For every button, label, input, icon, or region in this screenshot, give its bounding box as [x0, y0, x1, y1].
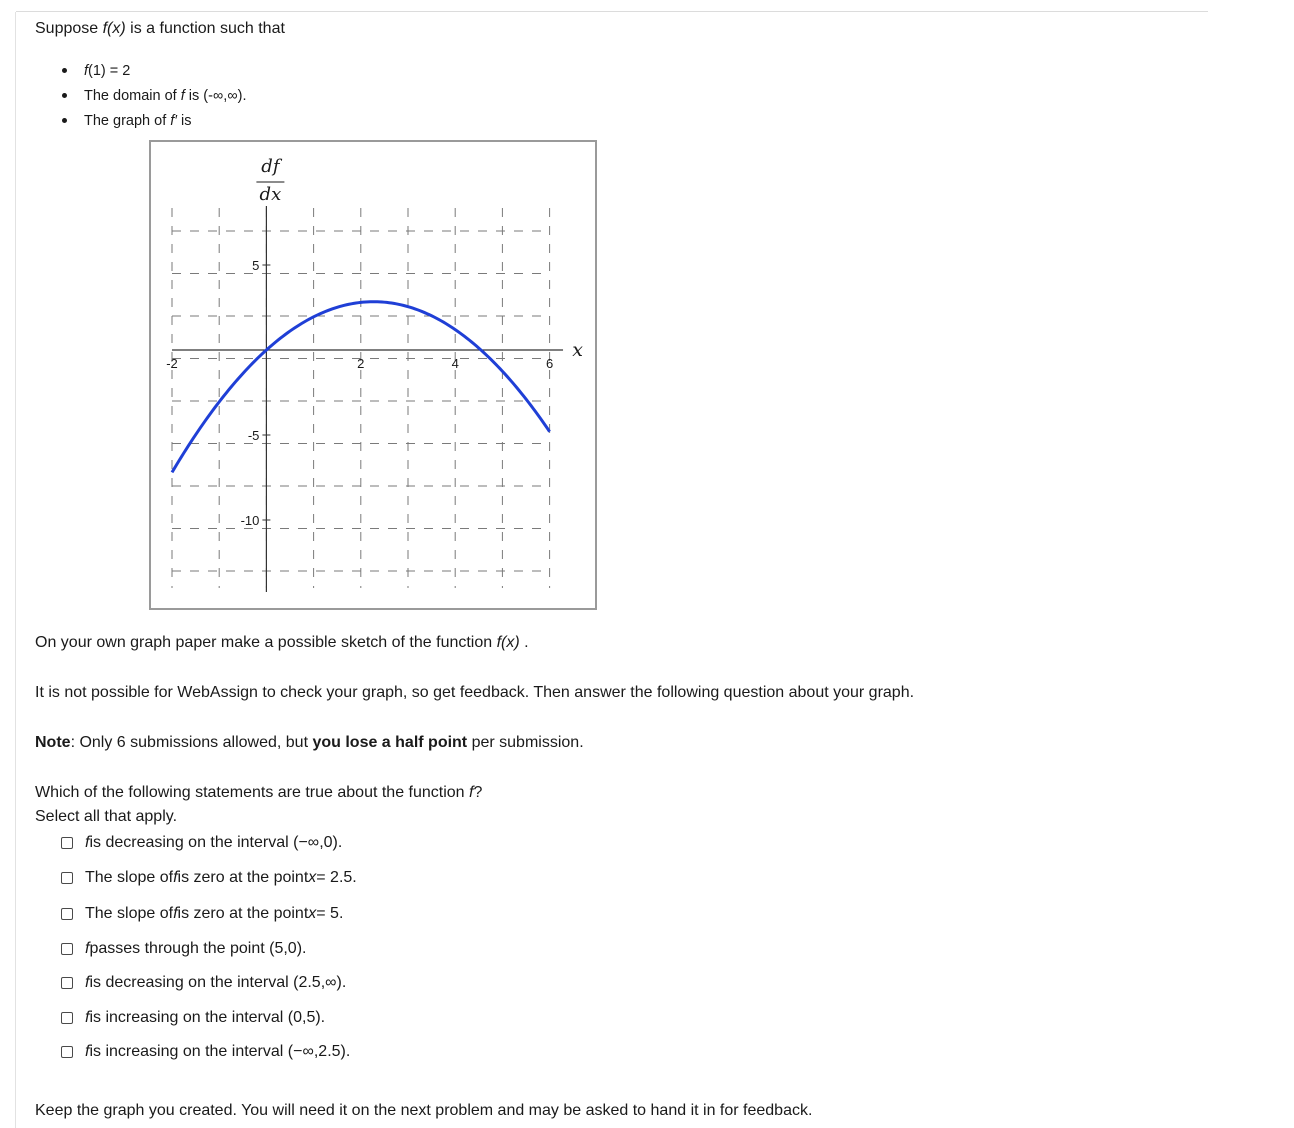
choice-6[interactable]: f is increasing on the interval (0,5).	[61, 1009, 325, 1027]
choice-3[interactable]: The slope of f is zero at the point x = 5.	[61, 905, 343, 923]
feedback-instruction: It is not possible for WebAssign to check your graph, so get feedback. Then answer the following question about your graph.	[35, 684, 915, 701]
x-tick-label: 4	[451, 356, 459, 371]
checkbox[interactable]	[61, 908, 73, 920]
y-tick-label: 5	[252, 258, 260, 273]
submission-note: Note: Only 6 submissions allowed, but you lose a half point per submission.	[35, 734, 584, 751]
y-tick-label: -10	[240, 513, 260, 528]
fact-item: f(1) = 2	[60, 60, 247, 85]
top-divider	[16, 11, 1208, 12]
y-tick-label: -5	[247, 428, 260, 443]
checkbox[interactable]	[61, 872, 73, 884]
x-tick-label: -2	[166, 356, 178, 371]
y-axis-label-numerator: df	[261, 156, 280, 177]
x-axis-label: x	[572, 339, 583, 361]
choice-7[interactable]: f is increasing on the interval (−∞,2.5).	[61, 1043, 350, 1061]
x-tick-label: 6	[545, 356, 554, 371]
sketch-instruction: On your own graph paper make a possible sketch of the function f(x) .	[35, 634, 529, 651]
y-axis-label-denominator: dx	[259, 184, 282, 205]
choice-4[interactable]: f passes through the point (5,0).	[61, 940, 306, 958]
select-all-hint: Select all that apply.	[35, 808, 178, 825]
checkbox[interactable]	[61, 943, 73, 955]
checkbox[interactable]	[61, 1046, 73, 1058]
derivative-plot-svg	[151, 142, 595, 608]
given-facts-list	[60, 60, 247, 135]
question-text: Which of the following statements are true about the function f?	[35, 784, 483, 801]
problem-intro: Suppose f(x) is a function such that	[35, 20, 285, 37]
footer-note: Keep the graph you created. You will need it on the next problem and may be asked to hand it in for feedback.	[35, 1102, 813, 1119]
checkbox[interactable]	[61, 977, 73, 989]
fact-item: The domain of f is (-∞,∞).	[60, 85, 247, 110]
checkbox[interactable]	[61, 1012, 73, 1024]
checkbox[interactable]	[61, 837, 73, 849]
left-divider	[15, 12, 16, 1128]
fact-item: The graph of f′ is	[60, 110, 247, 135]
choice-2[interactable]: The slope of f is zero at the point x = 2.5.	[61, 869, 357, 887]
choice-5[interactable]: f is decreasing on the interval (2.5,∞).	[61, 974, 346, 992]
derivative-graph	[149, 140, 597, 610]
choice-1[interactable]: f is decreasing on the interval (−∞,0).	[61, 834, 342, 852]
x-tick-label: 2	[357, 356, 365, 371]
